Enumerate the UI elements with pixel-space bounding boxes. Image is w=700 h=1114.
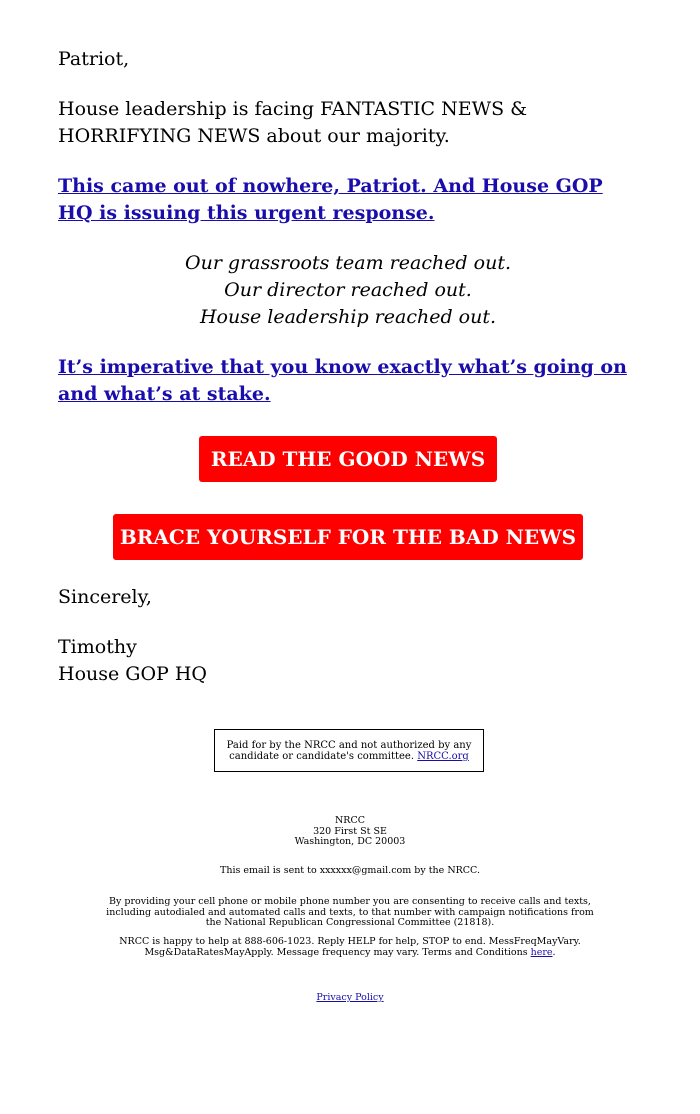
greeting: Patriot, [58,48,130,70]
signature-name: Timothy [58,636,137,658]
privacy-policy-link[interactable]: Privacy Policy [316,992,384,1003]
urgent-response-link[interactable]: This came out of nowhere, Patriot. And House GOP HQ is issuing this urgent response. [58,175,603,224]
signature-org: House GOP HQ [58,663,208,685]
read-good-news-button[interactable]: READ THE GOOD NEWS [199,436,497,482]
sent-to-notice: This email is sent to xxxxxx@gmail.com by the NRCC. [219,865,481,876]
footer-org: NRCC [334,815,365,826]
signoff: Sincerely, [58,586,152,608]
signature [58,634,638,688]
footer-address [100,816,600,848]
privacy-footer [100,993,600,1004]
outreach-lines [58,250,638,331]
bad-news-button[interactable]: BRACE YOURSELF FOR THE BAD NEWS [113,514,583,560]
outreach-line: House leadership reached out. [199,306,496,328]
consent-notice: By providing your cell phone or mobile phone number you are consenting to receive calls and texts, including autodialed and automated calls and texts, to that number with campaign notifications from the National Republican Congressional Committee (21818). [106,896,594,928]
footer-street: 320 First St SE [313,825,387,837]
paid-for-disclaimer [214,729,484,772]
terms-link[interactable]: here [530,946,553,958]
help-text: NRCC is happy to help at 888-606-1023. Reply HELP for help, STOP to end. MessFreqMayVary. Msg&DataRatesMayApply. Message frequency may vary. Terms and Conditions [119,936,581,958]
email-body [58,46,638,688]
outreach-line: Our grassroots team reached out. [185,252,511,274]
outreach-line: Our director reached out. [224,279,472,301]
disclaimer-text: Paid for by the NRCC and not authorized by any candidate or candidate's committee. [226,740,472,762]
whats-at-stake-link[interactable]: It’s imperative that you know exactly what’s going on and what’s at stake. [58,356,627,405]
nrcc-link[interactable]: NRCC.org [417,751,469,762]
intro-text: House leadership is facing FANTASTIC NEWS & HORRIFYING NEWS about our majority. [58,98,528,147]
footer-city: Washington, DC 20003 [294,836,406,847]
help-notice: NRCC is happy to help at 888-606-1023. Reply HELP for help, STOP to end. MessFreqMayVary. Msg&DataRatesMayApply. Message frequency may vary. Terms and Conditions here. [119,936,581,958]
cta-bad-wrap [58,482,638,560]
cta-good-wrap [58,408,638,482]
